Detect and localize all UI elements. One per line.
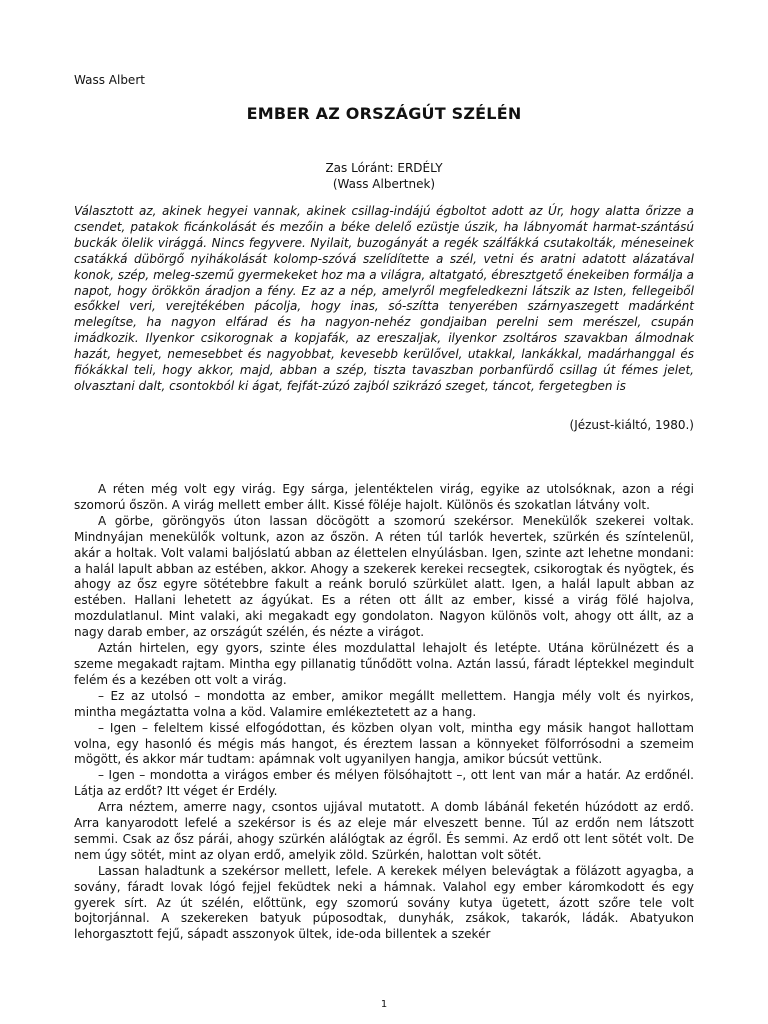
story-body: [74, 482, 694, 943]
author-name: Wass Albert: [74, 73, 145, 87]
paragraph: A görbe, göröngyös úton lassan döcögött a szomorú szekérsor. Menekülők szekerei voltak. Mindnyájan menekülők voltunk, azon az őszön. A réten túl tarlók hevertek, szürkén és színtelenül, akár a holtak. Volt valami baljóslatú abban az élettelen elnyúlásban. Igen, szinte azt lehetne mondani: a halál lapult abban az estében, akkor. Ahogy a szekerek kerekei recsegtek, csikorogtak és nyögtek, és ahogy az ősz egyre sötétebbre fakult a reánk boruló szürkület alatt. Igen, a halál lapult abban az estében. Hallani lehetett az ágyúkat. Es a réten ott állt az ember, kissé a virág fölé hajolva, mozdulatlanul. Mint valaki, aki megakadt egy gondolaton. Nagyon különös volt, ahogy ott állt, az a nagy darab ember, az országút szélén, és nézte a virágot.: [74, 513, 694, 640]
document-title: EMBER AZ ORSZÁGÚT SZÉLÉN: [246, 104, 522, 123]
epigraph-dedication: (Wass Albertnek): [332, 177, 436, 191]
paragraph: Lassan haladtunk a szekérsor mellett, lefele. A kerekek mélyen belevágtak a fölázott agyagba, a sovány, fáradt lovak lógó fejjel feküdtek neki a hámnak. Valahol egy ember káromkodott és egy gyerek sírt. Az út szélén, előttünk, egy szomorú sovány kutya ügetett, ázott szőre tele volt bojtorjánnal. A szekereken batyuk púposodtak, dunyhák, zsákok, takarók, ládák. Abatyukon lehorgasztott fejű, sápadt asszonyok ültek, ide-oda billentek a szekér: [74, 863, 694, 942]
epigraph-text: Választott az, akinek hegyei vannak, akinek csillag-indájú égboltot adott az Úr, hogy alatta őrizze a csendet, patakok ficánkolását és mezőin a béke delelő ezüstje úszik, ha lábnyomát harmat-szántású buckák ölelik virággá. Nincs fegyvere. Nyilait, buzogányát a regék szálfákká csutakolták, méneseinek csatákká dübörgő nyihákolását kolomp-szóvá szelídítette a szél, vetni és aratni adatott alázatával konok, szép, meleg-szemű gyermekeket hoz ma a világra, altatgató, ébresztgető énekeiben formálja a napot, hogy örökkön áradjon a fény. Ez az a nép, amelyről megfeledkezni látszik az Isten, fellegeiből esőkkel veri, verejtékében pácolja, hogy inas, só-szítta tenyerében szárnyaszegett madárként melegítse, ha nagyon elfárad és ha nagyon-nehéz gondjaiban perelni sem merészel, csupán imádkozik. Ilyenkor csikorognak a kopjafák, az ereszaljak, ilyenkor zsoltáros szavakban álmodnak hazát, hegyet, nemesebbet és nagyobbat, kevesebb kerülővel, utakkal, lankákkal, madárhanggal és fiókákkal teli, hogy akkor, majd, abban a szép, tiszta tavaszban porbanfürdő csillag út fémes jelet, olvasztani dalt, csontokból ki ágat, fejfát-zúzó zajból szikrázó szeget, táncot, fergetegben is: [74, 204, 694, 393]
paragraph: – Igen – mondotta a virágos ember és mélyen fölsóhajtott –, ott lent van már a határ. Az erdőnél. Látja az erdőt? Itt véget ér Erdély.: [74, 768, 694, 799]
page-number: 1: [380, 999, 388, 1010]
paragraph: Aztán hirtelen, egy gyors, szinte éles mozdulattal lehajolt és letépte. Utána körülnézett és a szeme megakadt rajtam. Mintha egy pillanatig tűnődött volna. Aztán lassú, fáradt léptekkel megindult felém és a kezében ott volt a virág.: [74, 641, 694, 687]
paragraph: – Igen – feleltem kissé elfogódottan, és közben olyan volt, mintha egy másik hangot hallottam volna, egy hasonló és mégis más hangot, és éreztem lassan a könnyeket fölforrósodni a szemeim mögött, és akkor már tudtam: apámnak volt ugyanilyen hangja, amikor búcsút vettünk.: [74, 720, 694, 767]
epigraph-source: (Jézust-kiáltó, 1980.): [569, 418, 694, 432]
epigraph-header: [74, 160, 694, 192]
paragraph: – Ez az utolsó – mondotta az ember, amikor megállt mellettem. Hangja mély volt és nyirkos, mintha megáztatta volna a köd. Valamire emlékeztetett az a hang.: [74, 688, 694, 719]
paragraph: Arra néztem, amerre nagy, csontos ujjával mutatott. A domb lábánál feketén húzódott az erdő. Arra kanyarodott lefelé a szekérsor is és az eleje már elveszett benne. Túl az erdőn nem látszott semmi. Csak az ősz párái, ahogy szürkén alálógtak az égről. És semmi. Az erdő ott lent sötét volt. De nem úgy sötét, mint az olyan erdő, amelyik zöld. Szürkén, halottan volt sötét.: [74, 800, 694, 862]
paragraph: A réten még volt egy virág. Egy sárga, jelentéktelen virág, egyike az utolsóknak, azon a régi szomorú őszön. A virág mellett ember állt. Kissé föléje hajolt. Különös és szokatlan látvány volt.: [74, 482, 694, 512]
epigraph-heading: Zas Lóránt: ERDÉLY: [325, 161, 443, 175]
